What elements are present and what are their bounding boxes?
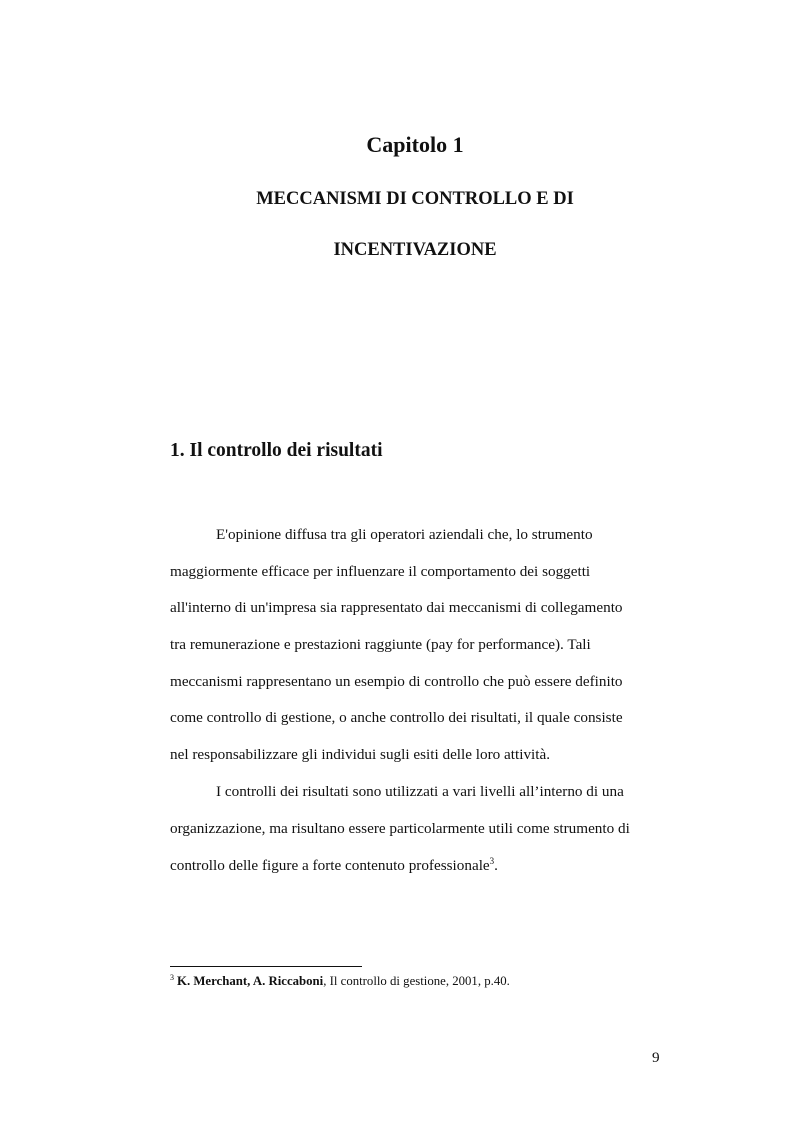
footnote-citation: , Il controllo di gestione, 2001, p.40. (323, 974, 510, 988)
body-line: come controllo di gestione, o anche controllo dei risultati, il quale consiste (170, 709, 623, 726)
chapter-title-line-2: INCENTIVAZIONE (333, 240, 497, 260)
body-line-text: controllo delle figure a forte contenuto professionale (170, 857, 490, 874)
footnote (170, 974, 510, 989)
section-heading: 1. Il controllo dei risultati (170, 440, 383, 461)
body-line: organizzazione, ma risultano essere particolarmente utili come strumento di (170, 820, 630, 837)
footnote-authors: K. Merchant, A. Riccaboni (177, 974, 324, 988)
footnote-divider (170, 966, 362, 967)
body-line: tra remunerazione e prestazioni raggiunte (pay for performance). Tali (170, 636, 591, 653)
body-line: nel responsabilizzare gli individui sugli esiti delle loro attività. (170, 746, 551, 763)
chapter-label: Capitolo 1 (366, 132, 464, 157)
body-line: maggiormente efficace per influenzare il comportamento dei soggetti (170, 563, 591, 580)
body-line: all'interno di un'impresa sia rappresentato dai meccanismi di collegamento (170, 599, 623, 616)
page-number: 9 (652, 1049, 660, 1066)
chapter-title-line-1: MECCANISMI DI CONTROLLO E DI (256, 189, 574, 209)
body-line: meccanismi rappresentano un esempio di controllo che può essere definito (170, 673, 623, 690)
body-line: I controlli dei risultati sono utilizzati a vari livelli all’interno di una (216, 783, 624, 800)
footnote-reference[interactable]: 3 (489, 855, 495, 866)
trailing-punctuation: . (494, 857, 498, 874)
footnote-marker: 3 (170, 972, 174, 982)
body-line: E'opinione diffusa tra gli operatori aziendali che, lo strumento (216, 526, 593, 543)
body-line-last (170, 856, 670, 876)
